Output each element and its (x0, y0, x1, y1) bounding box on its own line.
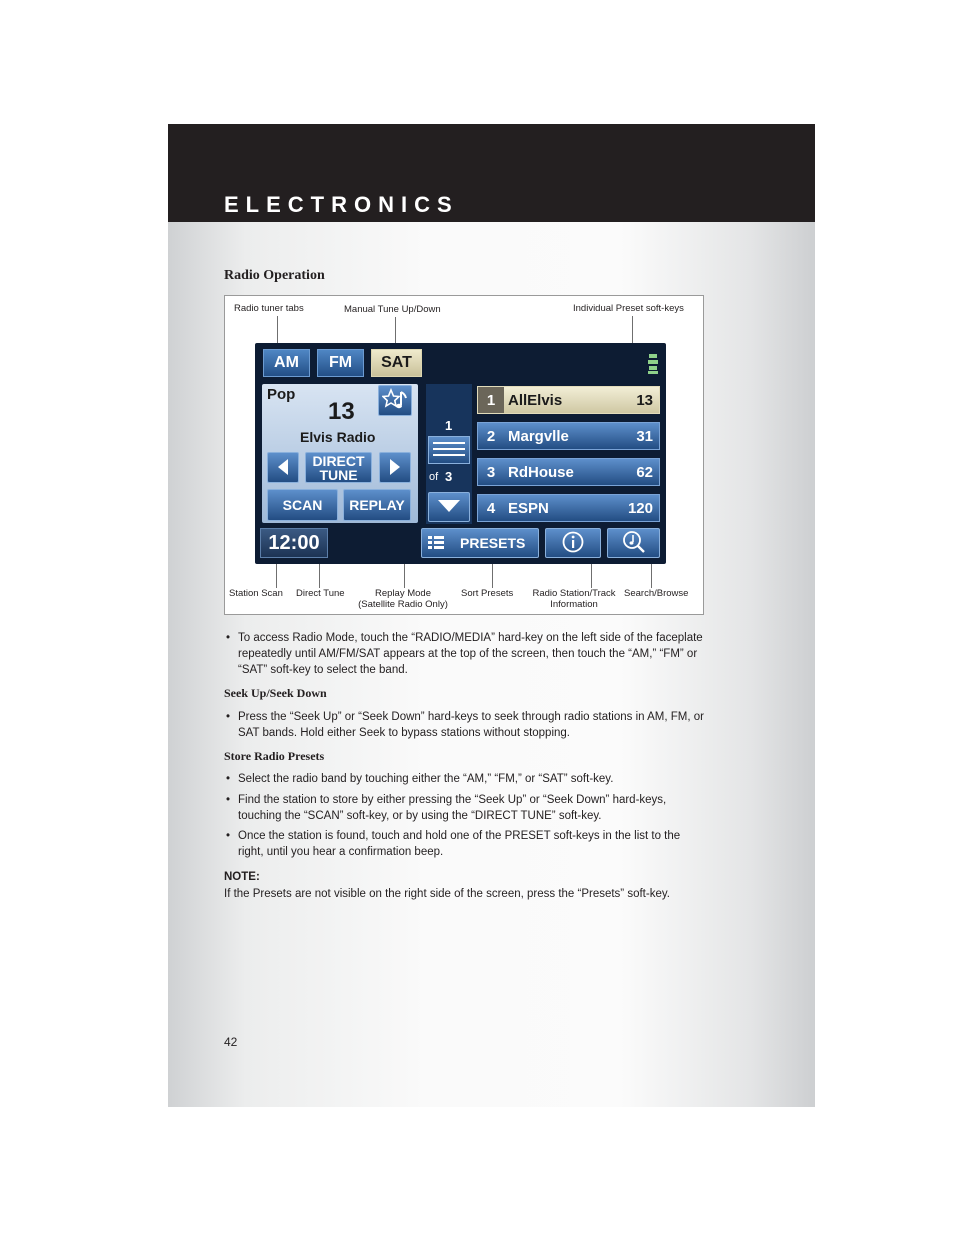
callout-manual-tune: Manual Tune Up/Down (344, 304, 441, 315)
bullet-dot: • (226, 711, 231, 723)
preset-name: AllElvis (508, 392, 563, 409)
bullet-dot: • (226, 830, 231, 842)
store-bullet-text: Find the station to store by either pressing the “Seek Up” or “Seek Down” hard-keys, touching the “SCAN” soft-key, or by using the “DIRECT TUNE” soft-key. (238, 794, 667, 822)
callout-direct-tune: Direct Tune (296, 588, 345, 599)
search-music-icon (622, 531, 646, 555)
preset-button-3[interactable] (477, 458, 660, 486)
callout-replay-mode (351, 588, 455, 610)
store-bullet-text: Once the station is found, touch and hold one of the PRESET soft-keys in the list to the right, until you hear a confirmation beep. (238, 830, 681, 858)
info-icon (562, 531, 584, 555)
direct-tune-label-line2: TUNE (319, 466, 358, 483)
preset-button-1[interactable] (477, 386, 660, 414)
manual-page (168, 124, 815, 1107)
preset-button-4[interactable] (477, 494, 660, 522)
page-of-label: of (429, 471, 439, 483)
info-button[interactable] (545, 528, 601, 558)
tab-sat[interactable]: SAT (371, 349, 422, 377)
arrow-down-icon (438, 500, 460, 514)
radio-screen-figure (224, 295, 704, 615)
callout-replay-mode-line1: Replay Mode (375, 588, 431, 599)
intro-bullet-text: To access Radio Mode, touch the “RADIO/MEDIA” hard-key on the left side of the faceplate repeatedly until AM/FM/SAT appears at the top of the screen, then touch the “AM,” “FM” or “SAT” soft-key to select the band. (238, 632, 703, 676)
callout-preset-softkeys: Individual Preset soft-keys (573, 303, 684, 314)
scan-button[interactable]: SCAN (267, 489, 338, 521)
preset-channel: 13 (636, 392, 653, 409)
station-name: Elvis Radio (300, 429, 376, 445)
radio-touchscreen (255, 343, 666, 564)
presets-button[interactable] (421, 528, 539, 558)
preset-channel: 62 (636, 464, 653, 481)
tune-down-button[interactable] (267, 452, 299, 483)
bullet-dot: • (226, 632, 231, 644)
callout-station-info-line1: Radio Station/Track (532, 588, 616, 599)
page-total: 3 (445, 469, 453, 484)
presets-label: PRESETS (460, 535, 526, 551)
tune-up-button[interactable] (379, 452, 411, 483)
note-label: NOTE: (224, 871, 260, 883)
seek-subhead: Seek Up/Seek Down (224, 686, 327, 700)
arrow-right-icon (389, 459, 401, 477)
callout-station-info (527, 588, 621, 610)
callout-radio-tuner-tabs: Radio tuner tabs (234, 303, 304, 314)
preset-channel: 31 (636, 428, 653, 445)
page-current: 1 (445, 418, 453, 433)
seek-bullet-text: Press the “Seek Up” or “Seek Down” hard-keys to seek through radio stations in AM, FM, or SAT bands. Hold either Seek to bypass stations without stopping. (238, 711, 704, 739)
search-browse-button[interactable] (607, 528, 660, 558)
header-title: ELECTRONICS (224, 192, 459, 217)
bullet-dot: • (226, 794, 231, 806)
preset-channel: 120 (627, 500, 653, 517)
preset-name: Margvlle (508, 428, 569, 445)
callout-search-browse: Search/Browse (624, 588, 689, 599)
page-number: 42 (224, 1035, 238, 1049)
callout-station-scan: Station Scan (229, 588, 283, 599)
callout-station-info-line2: Information (550, 599, 598, 610)
store-bullet-text: Select the radio band by touching either the “AM,” “FM,” or “SAT” soft-key. (238, 773, 614, 785)
bullet-dot: • (226, 773, 231, 785)
replay-button[interactable]: REPLAY (343, 489, 411, 521)
note-text: If the Presets are not visible on the right side of the screen, press the “Presets” soft-key. (224, 888, 670, 900)
preset-button-2[interactable] (477, 422, 660, 450)
tab-fm[interactable]: FM (317, 349, 364, 377)
genre-label: Pop (267, 386, 296, 403)
direct-tune-label-line1: DIRECT (312, 452, 365, 469)
star-note-icon (382, 388, 408, 414)
section-header-bar (168, 124, 815, 222)
preset-number: 2 (486, 427, 496, 445)
channel-number: 13 (328, 398, 355, 425)
preset-number: 1 (478, 387, 504, 413)
section-title: Radio Operation (224, 268, 325, 283)
callout-replay-mode-line2: (Satellite Radio Only) (358, 599, 448, 610)
preset-list-pager (426, 384, 472, 524)
favorite-button[interactable] (378, 385, 412, 416)
direct-tune-button[interactable] (305, 452, 372, 483)
list-icon (428, 436, 470, 464)
page-down-button[interactable] (428, 492, 470, 522)
preset-number: 3 (486, 463, 496, 481)
preset-number: 4 (486, 499, 496, 517)
store-subhead: Store Radio Presets (224, 749, 325, 763)
preset-name: RdHouse (508, 464, 574, 481)
clock-display: 12:00 (260, 528, 328, 558)
sort-list-icon (428, 535, 446, 551)
callout-sort-presets: Sort Presets (461, 588, 514, 599)
preset-name: ESPN (508, 500, 549, 517)
arrow-left-icon (277, 459, 289, 477)
tab-am[interactable]: AM (263, 349, 310, 377)
seat-icon (647, 353, 659, 375)
